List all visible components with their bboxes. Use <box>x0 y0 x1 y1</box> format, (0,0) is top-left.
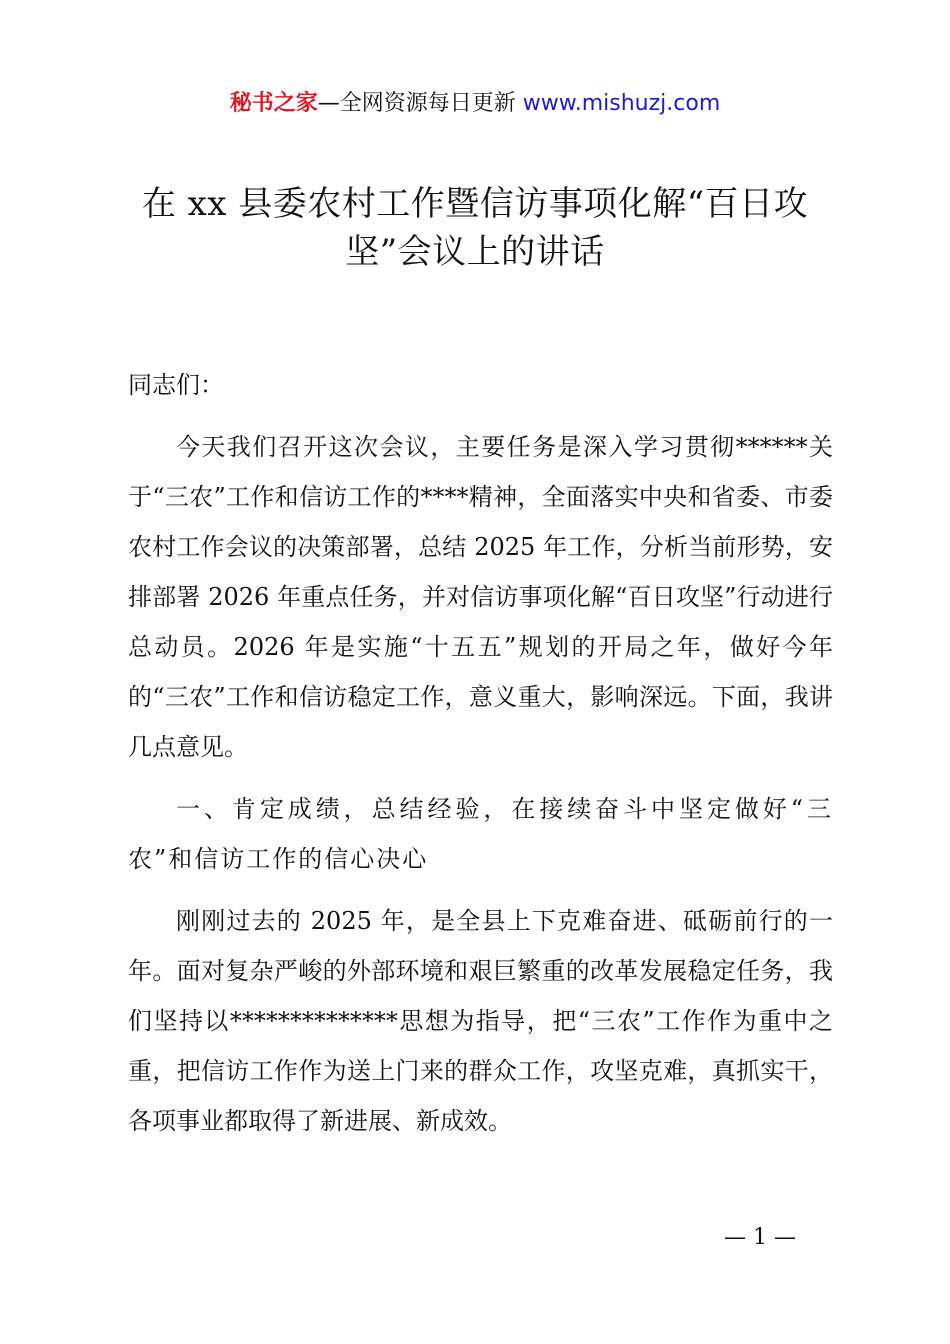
site-url-link[interactable]: www.mishuzj.com <box>522 91 721 116</box>
greeting: 同志们： <box>128 371 224 399</box>
section-heading-1: 一、肯定成绩，总结经验，在接续奋斗中坚定做好“三农”和信访工作的信心决心 <box>128 795 833 873</box>
paragraph-section-1: 刚刚过去的 2025 年，是全县上下克难奋进、砥砺前行的一年。面对复杂严峻的外部环境和艰巨繁重的改革发展稳定任务，我们坚持以**************思想为指导，把“三农”工作作为重中之重，把信访工作作为送上门来的群众工作，攻坚克难，真抓实干，各项事业都取得了新进展、新成效。 <box>128 907 833 1135</box>
document-body <box>128 360 833 1146</box>
document-title-line-2: 坚”会议上的讲话 <box>345 232 605 272</box>
brand-name: 秘书之家 <box>229 91 318 116</box>
header-tagline: —全网资源每日更新 <box>317 91 516 116</box>
document-title-line-1: 在 xx 县委农村工作暨信访事项化解“百日攻 <box>141 184 809 224</box>
site-header <box>0 88 950 120</box>
page-number: — 1 — <box>724 1225 796 1250</box>
document-title <box>110 180 840 276</box>
paragraph-intro: 今天我们召开这次会议，主要任务是深入学习贯彻******关于“三农”工作和信访工作的****精神，全面落实中央和省委、市委农村工作会议的决策部署，总结 2025 年工作，分析当前形势，安排部署 2026 年重点任务，并对信访事项化解“百日攻坚”行动进行总动员。2026 年是实施“十五五”规划的开局之年，做好今年的“三农”工作和信访稳定工作，意义重大，影响深远。下面，我讲几点意见。 <box>128 433 833 761</box>
